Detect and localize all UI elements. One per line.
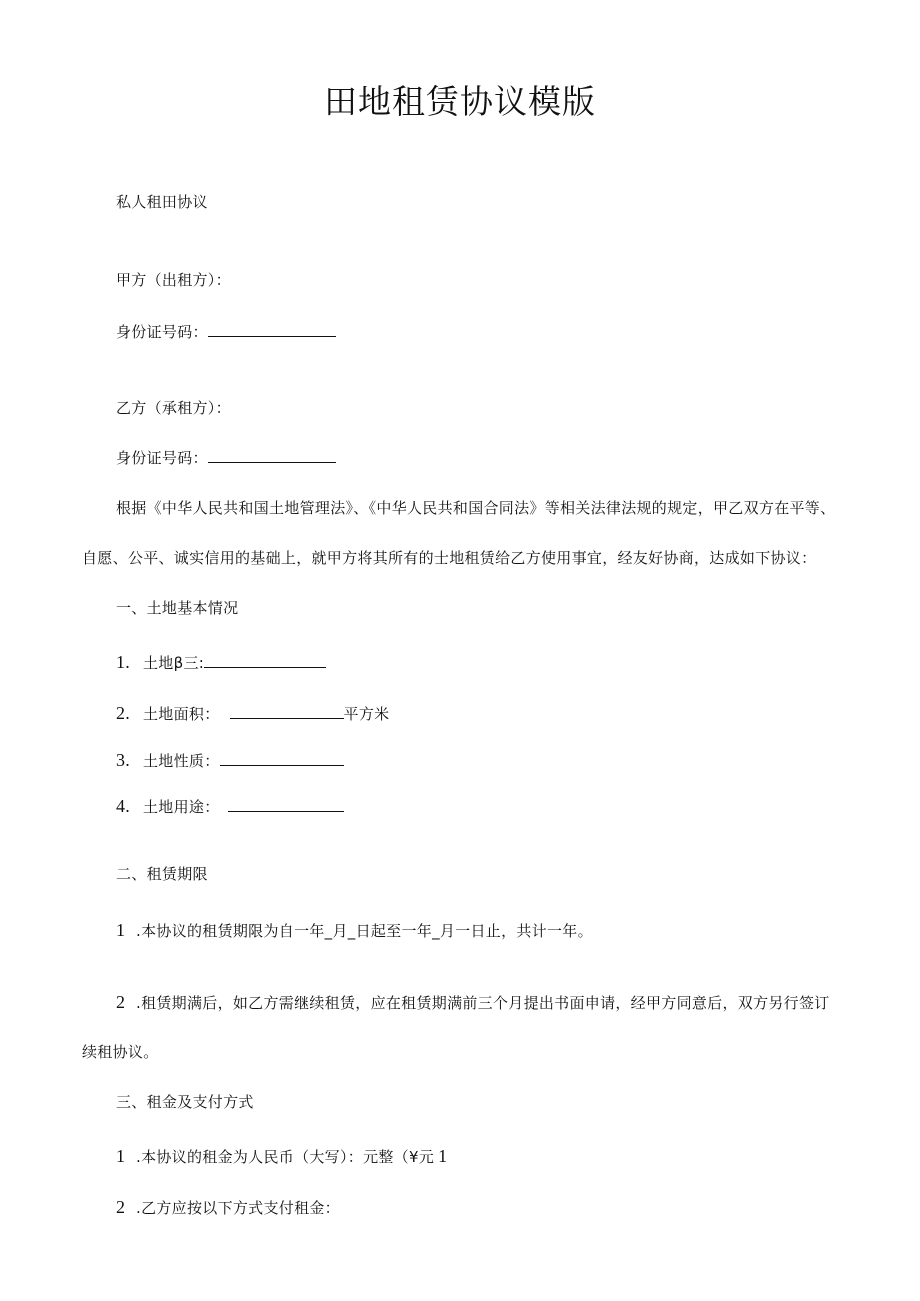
land-item-4 [116,796,344,817]
party-a-id-line [116,322,336,342]
land-item-1-blank [204,653,326,668]
preamble-line-1: 根据《中华人民共和国土地管理法》、《中华人民共和国合同法》等相关法律法规的规定，甲乙双方在平等、 [116,499,836,517]
preamble-line-2: 自愿、公平、诚实信用的基础上，就甲方将其所有的士地租赁给乙方使用事宜，经友好协商，达成如下协议： [82,549,817,567]
document-title: 田地租赁协议模版 [324,82,596,121]
section3-heading: 三、租金及支付方式 [116,1093,254,1111]
land-item-4-label: 土地用途： [143,798,220,816]
land-item-2-blank [230,704,344,719]
land-item-2-unit: 平方米 [343,705,390,723]
land-item-1-num: 1. [116,652,131,672]
subtitle: 私人租田协议 [116,193,208,211]
rent-item-1-tail: 1 [438,1146,448,1166]
rent-item-2-num: 2 [116,1197,126,1217]
term-item-1-num: 1 [116,920,126,940]
party-b-id-label: 身份证号码： [116,449,208,467]
party-b-id-blank [208,448,336,463]
rent-item-1-num: 1 [116,1146,126,1166]
term-item-2-text: .租赁期满后，如乙方需继续租赁，应在租赁期满前三个月提出书面申请，经甲方同意后，双方另行签订 [136,994,830,1012]
land-item-3-num: 3. [116,750,131,770]
party-a-id-label: 身份证号码： [116,323,208,341]
land-item-1 [116,652,326,673]
section1-heading: 一、土地基本情况 [116,599,239,617]
party-b-label: 乙方（承租方）： [116,399,231,417]
term-item-1 [116,920,593,941]
party-a-id-blank [208,322,336,337]
land-item-4-blank [228,797,344,812]
party-b-id-line [116,448,336,468]
land-item-3 [116,750,344,771]
term-item-2-num: 2 [116,992,126,1012]
party-a-label: 甲方（出租方）： [116,271,231,289]
rent-item-1 [116,1146,447,1167]
rent-item-1-text: .本协议的租金为人民币（大写）：元整（¥元 [136,1148,435,1166]
rent-item-2 [116,1197,340,1218]
land-item-4-num: 4. [116,796,131,816]
land-item-1-label: 土地β三: [143,654,205,672]
term-item-2-continuation: 续租协议。 [82,1043,159,1061]
term-item-1-text: .本协议的租赁期限为自一年_月_日起至一年_月一日止，共计一年。 [136,922,593,940]
land-item-3-label: 土地性质： [143,752,220,770]
rent-item-2-text: .乙方应按以下方式支付租金： [136,1199,340,1217]
land-item-2-num: 2. [116,703,131,723]
land-item-3-blank [220,751,344,766]
land-item-2-label: 土地面积： [143,705,220,723]
land-item-2 [116,703,389,724]
section2-heading: 二、租赁期限 [116,865,208,883]
term-item-2 [116,992,830,1013]
